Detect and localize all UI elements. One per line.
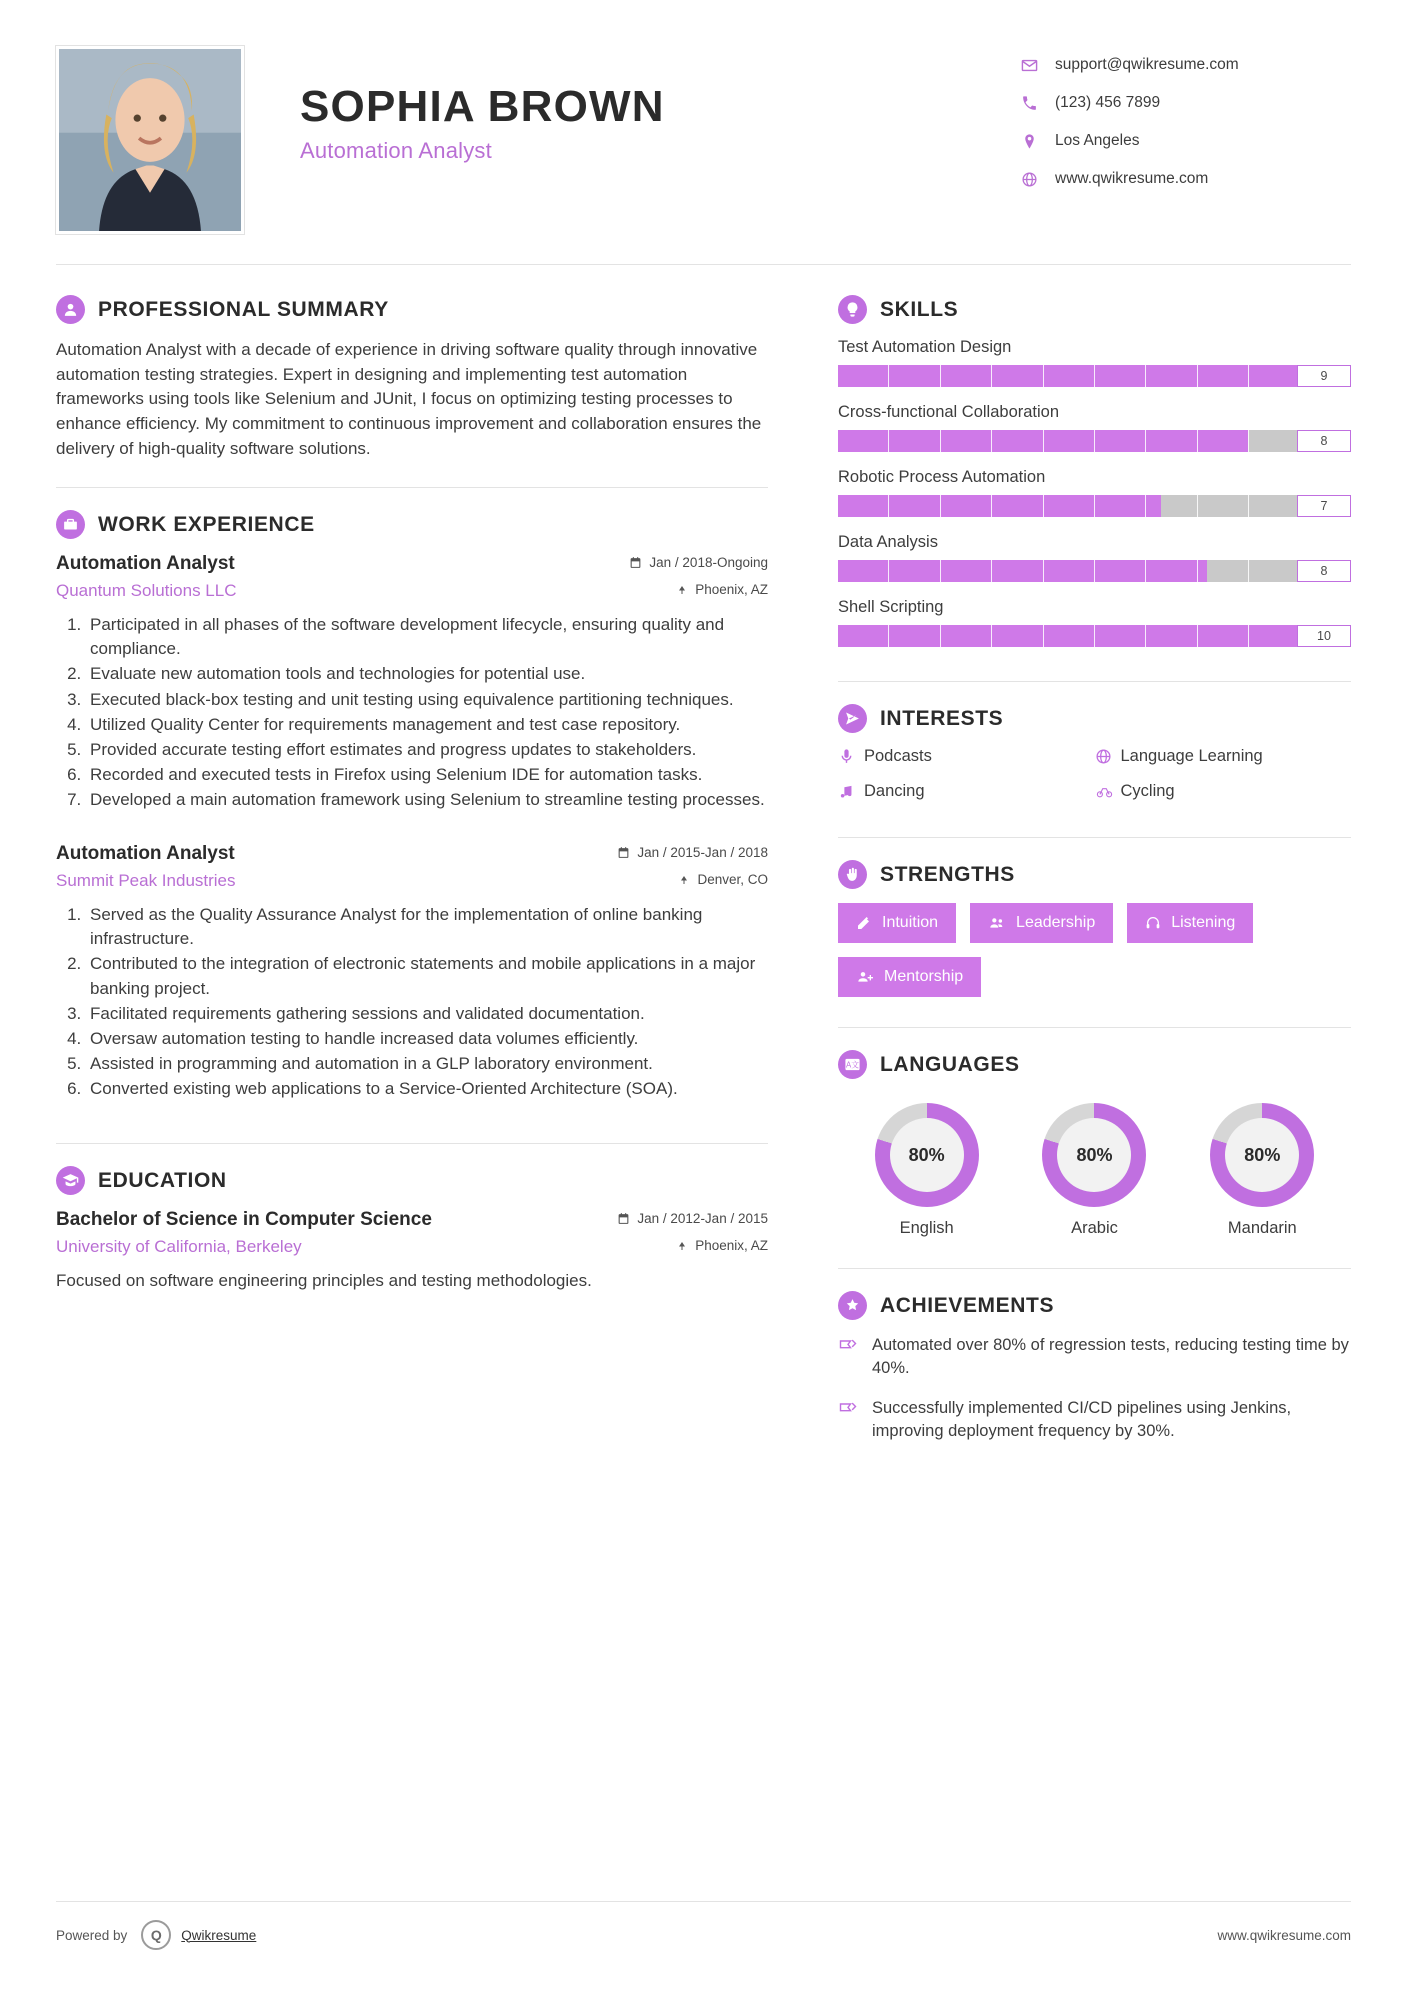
skill-label: Robotic Process Automation: [838, 468, 1046, 486]
job-company: Summit Peak Industries: [56, 871, 236, 891]
education-description: Focused on software engineering principles and testing methodologies.: [56, 1271, 592, 1291]
job-spacer: [56, 813, 768, 843]
language-label: Arabic: [1071, 1219, 1118, 1237]
interest-label: Cycling: [1120, 782, 1175, 800]
achievement-text: Automated over 80% of regression tests, reducing testing time by 40%.: [872, 1336, 1349, 1378]
list-item: 2. Evaluate new automation tools and technologies for potential use.: [86, 662, 768, 686]
language-donut: [1042, 1103, 1146, 1207]
skill-value: 8: [1297, 560, 1351, 582]
interest-item: [838, 782, 1095, 801]
list-item: 2. Contributed to the integration of electronic statements and mobile applications in a major banking project.: [86, 952, 768, 1000]
interest-item: [1095, 782, 1352, 801]
users-icon: [988, 915, 1006, 931]
section-divider: [838, 1027, 1351, 1028]
language-percent: 80%: [890, 1118, 964, 1192]
job-location: [678, 872, 768, 887]
language-label: English: [899, 1219, 954, 1237]
powered-by-label: Powered by: [56, 1927, 128, 1943]
job-subheader: [56, 871, 768, 891]
user-circle-icon: [56, 295, 85, 324]
skill-label: Cross-functional Collaboration: [838, 403, 1060, 421]
job-role: Automation Analyst: [56, 553, 235, 575]
strengths-section-header: [838, 860, 1351, 889]
job-role: Automation Analyst: [56, 843, 235, 865]
section-divider: [838, 1268, 1351, 1269]
hand-icon: [838, 860, 867, 889]
translate-icon: [838, 1050, 867, 1079]
language-item: [1180, 1103, 1345, 1238]
strength-chip: [970, 903, 1113, 943]
list-item: 4. Oversaw automation testing to handle increased data volumes efficiently.: [86, 1027, 768, 1051]
education-subheader: [56, 1237, 768, 1257]
skill-ticks: [838, 625, 1351, 647]
name-block: [244, 46, 1021, 164]
footer-website[interactable]: www.qwikresume.com: [1217, 1927, 1351, 1943]
section-interests: [838, 704, 1351, 817]
footer-brand: [56, 1920, 256, 1950]
skill-label: Data Analysis: [838, 533, 938, 551]
job-bullets: [56, 613, 768, 812]
section-languages: [838, 1050, 1351, 1238]
job-header: [56, 553, 768, 575]
job-date-text: Jan / 2015-Jan / 2018: [637, 845, 768, 861]
contact-list: [1021, 46, 1351, 208]
skill-bar: [838, 430, 1351, 452]
list-item: 3. Executed black-box testing and unit testing using equivalence partitioning techniques.: [86, 688, 768, 712]
map-pin-icon: [676, 583, 688, 596]
list-item: 6. Converted existing web applications to a Service-Oriented Architecture (SOA).: [86, 1077, 768, 1101]
section-divider: [56, 487, 768, 488]
education-date-text: Jan / 2012-Jan / 2015: [637, 1211, 768, 1227]
achievements-section-title: ACHIEVEMENTS: [880, 1293, 1055, 1317]
skill-value: 9: [1297, 365, 1351, 387]
achievement-item: [838, 1397, 1351, 1444]
section-professional-summary: [56, 295, 768, 461]
strength-label: Intuition: [882, 914, 939, 931]
education-location: [676, 1238, 768, 1253]
contact-website-text: www.qwikresume.com: [1055, 170, 1209, 187]
contact-email-text: support@qwikresume.com: [1055, 56, 1239, 73]
skill-ticks: [838, 430, 1351, 452]
languages-section-header: [838, 1050, 1351, 1079]
interests-grid: [838, 747, 1351, 817]
job-bullets: [56, 903, 768, 1101]
globe-icon: [1095, 748, 1121, 765]
job-header: [56, 843, 768, 865]
interest-label: Dancing: [864, 782, 925, 800]
work-section-title: WORK EXPERIENCE: [98, 512, 315, 536]
skill-bar: [838, 365, 1351, 387]
education-location-text: Phoenix, AZ: [695, 1238, 768, 1254]
education-school: University of California, Berkeley: [56, 1237, 302, 1257]
magic-wand-icon: [856, 915, 872, 931]
section-divider: [838, 681, 1351, 682]
calendar-icon: [617, 1212, 630, 1225]
achievement-text: Successfully implemented CI/CD pipelines using Jenkins, improving deployment frequency by 30%.: [872, 1398, 1292, 1441]
strength-label: Leadership: [1016, 914, 1096, 931]
strengths-list: [838, 903, 1351, 997]
job-location: [676, 582, 768, 597]
skills-section-title: SKILLS: [880, 297, 959, 321]
strength-chip: [838, 957, 981, 997]
strengths-section-title: STRENGTHS: [880, 862, 1015, 886]
contact-website[interactable]: [1021, 170, 1351, 188]
section-achievements: [838, 1291, 1351, 1444]
list-item: 5. Assisted in programming and automation in a GLP laboratory environment.: [86, 1052, 768, 1076]
lightbulb-icon: [838, 295, 867, 324]
contact-location-text: Los Angeles: [1055, 132, 1140, 149]
list-item: 6. Recorded and executed tests in Firefox using Selenium IDE for automation tasks.: [86, 763, 768, 787]
education-section-header: [56, 1166, 768, 1195]
language-label: Mandarin: [1227, 1219, 1297, 1237]
svg-text:A文: A文: [846, 1060, 859, 1070]
section-skills: [838, 295, 1351, 647]
languages-list: [838, 1093, 1351, 1238]
language-donut: [875, 1103, 979, 1207]
section-divider: [56, 1143, 768, 1144]
job-location-text: Denver, CO: [697, 872, 768, 888]
bicycle-icon: [1095, 783, 1121, 800]
map-pin-icon: [678, 873, 690, 886]
job-date-text: Jan / 2018-Ongoing: [649, 555, 768, 571]
skill-item: [838, 598, 1351, 647]
graduation-cap-icon: [56, 1166, 85, 1195]
page-title: SOPHIA BROWN: [300, 82, 665, 131]
achievement-item: [838, 1334, 1351, 1381]
list-item: 1. Served as the Quality Assurance Analyst for the implementation of online banking infrastructure.: [86, 903, 768, 951]
strength-label: Listening: [1171, 914, 1236, 931]
job-date: [629, 555, 768, 570]
user-plus-icon: [856, 969, 874, 985]
interest-item: [1095, 747, 1352, 766]
page-footer: [56, 1901, 1351, 1950]
language-percent: 80%: [1225, 1118, 1299, 1192]
language-donut: [1210, 1103, 1314, 1207]
skill-item: [838, 338, 1351, 387]
achievements-section-header: [838, 1291, 1351, 1320]
interests-section-title: INTERESTS: [880, 706, 1004, 730]
skill-item: [838, 403, 1351, 452]
skill-value: 8: [1297, 430, 1351, 452]
skill-ticks: [838, 365, 1351, 387]
skill-value: 7: [1297, 495, 1351, 517]
summary-section-title: PROFESSIONAL SUMMARY: [98, 297, 389, 321]
work-item: [56, 553, 768, 812]
skill-value: 10: [1297, 625, 1351, 647]
avatar: [56, 46, 244, 234]
qwikresume-logo-icon: Q: [141, 1920, 171, 1950]
right-column: [816, 295, 1351, 1460]
work-item: [56, 843, 768, 1101]
work-section-header: [56, 510, 768, 539]
list-item: 7. Developed a main automation framework using Selenium to streamline testing processes.: [86, 788, 768, 812]
interest-label: Podcasts: [864, 747, 932, 765]
job-company: Quantum Solutions LLC: [56, 581, 237, 601]
skill-item: [838, 533, 1351, 582]
job-subheader: [56, 581, 768, 601]
location-pin-icon: [1021, 133, 1049, 150]
paper-plane-icon: [838, 704, 867, 733]
job-title: Automation Analyst: [300, 138, 492, 164]
job-location-text: Phoenix, AZ: [695, 582, 768, 598]
section-strengths: [838, 860, 1351, 997]
interest-item: [838, 747, 1095, 766]
headphones-icon: [1145, 915, 1161, 931]
summary-text: Automation Analyst with a decade of experience in driving software quality through innovative automation testing strategies. Expert in designing and implementing test automation frameworks using tools like Selenium and JUnit, I focus on optimizing testing processes to enhance efficiency. My commitment to continuous improvement and collaboration ensures the delivery of high-quality software solutions.: [56, 340, 762, 458]
resume-header: [56, 46, 1351, 264]
strength-chip: [838, 903, 956, 943]
skill-ticks: [838, 560, 1351, 582]
brand-link[interactable]: Qwikresume: [181, 1927, 257, 1943]
phone-icon: [1021, 95, 1049, 112]
language-item: [1012, 1103, 1177, 1238]
contact-location: [1021, 132, 1351, 150]
microphone-icon: [838, 748, 864, 765]
section-education: [56, 1166, 768, 1294]
interest-label: Language Learning: [1120, 747, 1263, 765]
content-columns: [56, 265, 1351, 1460]
left-column: [56, 295, 816, 1460]
interests-section-header: [838, 704, 1351, 733]
language-item: [844, 1103, 1009, 1238]
skill-bar: [838, 625, 1351, 647]
map-pin-icon: [676, 1239, 688, 1252]
star-badge-icon: [838, 1291, 867, 1320]
section-work-experience: [56, 510, 768, 1101]
language-percent: 80%: [1057, 1118, 1131, 1192]
calendar-icon: [629, 556, 642, 569]
skill-ticks: [838, 495, 1351, 517]
education-section-title: EDUCATION: [98, 1168, 227, 1192]
list-item: 5. Provided accurate testing effort estimates and progress updates to stakeholders.: [86, 738, 768, 762]
music-note-icon: [838, 783, 864, 800]
envelope-icon: [1021, 57, 1049, 74]
education-header: [56, 1209, 768, 1231]
list-item: 1. Participated in all phases of the software development lifecycle, ensuring quality and compliance.: [86, 613, 768, 661]
skill-label: Shell Scripting: [838, 598, 944, 616]
ribbon-icon: [838, 1334, 872, 1381]
list-item: 3. Facilitated requirements gathering sessions and validated documentation.: [86, 1002, 768, 1026]
strength-label: Mentorship: [884, 968, 964, 985]
skill-bar: [838, 560, 1351, 582]
contact-phone-text: (123) 456 7899: [1055, 94, 1161, 111]
contact-email[interactable]: [1021, 56, 1351, 74]
strength-chip: [1127, 903, 1253, 943]
list-item: 4. Utilized Quality Center for requirements management and test case repository.: [86, 713, 768, 737]
job-date: [617, 845, 768, 860]
globe-icon: [1021, 171, 1049, 188]
skill-bar: [838, 495, 1351, 517]
summary-section-header: [56, 295, 768, 324]
skills-section-header: [838, 295, 1351, 324]
section-divider: [838, 837, 1351, 838]
briefcase-icon: [56, 510, 85, 539]
skill-label: Test Automation Design: [838, 338, 1012, 356]
ribbon-icon: [838, 1397, 872, 1444]
contact-phone[interactable]: [1021, 94, 1351, 112]
languages-section-title: LANGUAGES: [880, 1052, 1020, 1076]
education-degree: Bachelor of Science in Computer Science: [56, 1209, 432, 1231]
education-date: [617, 1211, 768, 1226]
skill-item: [838, 468, 1351, 517]
calendar-icon: [617, 846, 630, 859]
